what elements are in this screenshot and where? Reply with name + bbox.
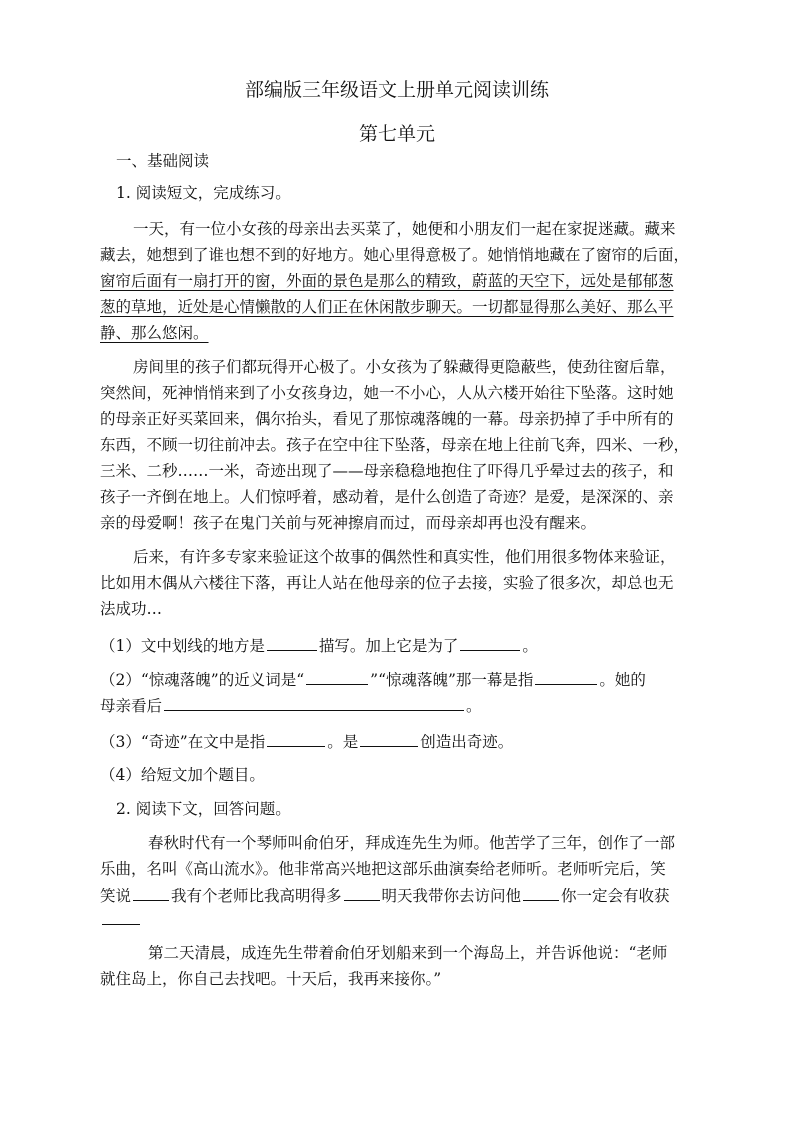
q1-p2-line: 的母亲正好买菜回来，偶尔抬头，看见了那惊魂落魄的一幕。母亲扔掉了手中所有的 xyxy=(100,410,674,428)
q1-p1-line: 一天，有一位小女孩的母亲出去买菜了，她便和小朋友们一起在家捉迷藏。藏来 xyxy=(133,220,676,238)
q1-p2-line: 亲的母爱啊！孩子在鬼门关前与死神擦肩而过，而母亲却再也没有醒来。 xyxy=(100,514,597,532)
answer-blank[interactable] xyxy=(267,728,325,747)
q1-p2-line: 东西，不顾一切往前冲去。孩子在空中往下坠落，母亲在地上往前飞奔，四米、一秒， xyxy=(100,436,690,454)
q1-p2-line: 房间里的孩子们都玩得开心极了。小女孩为了躲藏得更隐蔽些，使劲往窗后靠， xyxy=(133,358,676,376)
punctuation-blank[interactable] xyxy=(102,906,140,925)
document-title: 部编版三年级语文上册单元阅读训练 xyxy=(244,79,549,101)
sub-question-1: （1）文中划线的地方是 描写。加上它是为了 。 xyxy=(100,632,538,659)
q2-p1-line-blanks: 笑说 我有个老师比我高明得多 明天我带你去访问他 你一定会有收获 xyxy=(100,882,670,909)
answer-blank[interactable] xyxy=(460,632,520,651)
q1-underlined-line: 葱的草地，近处是心情懒散的人们正在休闲散步聊天。一切都显得那么美好、那么平 xyxy=(100,298,674,316)
question-2-heading: 2. 阅读下文，回答问题。 xyxy=(116,800,291,818)
q2-p2-line: 第二天清晨，成连先生带着俞伯牙划船来到一个海岛上，并告诉他说：“老师 xyxy=(148,944,668,962)
q2-p1-line: 春秋时代有一个琴师叫俞伯牙，拜成连先生为师。他苦学了三年，创作了一部 xyxy=(148,834,676,852)
answer-blank[interactable] xyxy=(306,666,368,685)
question-1-heading: 1. 阅读短文，完成练习。 xyxy=(116,184,291,202)
answer-blank[interactable] xyxy=(360,728,418,747)
answer-blank[interactable] xyxy=(535,666,597,685)
answer-blank[interactable] xyxy=(164,692,464,711)
q1-underlined-line: 窗帘后面有一扇打开的窗，外面的景色是那么的精致，蔚蓝的天空下，远处是郁郁葱 xyxy=(100,272,674,290)
sub-question-3: （3）“奇迹”在文中是指 。是 创造出奇迹。 xyxy=(100,728,513,755)
answer-blank[interactable] xyxy=(267,632,317,651)
q2-p1-line-blank-end xyxy=(100,906,142,933)
punctuation-blank[interactable] xyxy=(133,882,169,901)
q2-p1-line: 乐曲，名叫《高山流水》。他非常高兴地把这部乐曲演奏给老师听。老师听完后，笑 xyxy=(100,860,666,878)
q1-p1-line: 藏去，她想到了谁也想不到的好地方。她心里得意极了。她悄悄地藏在了窗帘的后面， xyxy=(100,246,690,264)
q2-p2-line: 就住岛上，你自己去找吧。十天后，我再来接你。” xyxy=(100,970,442,988)
q1-p2-line: 突然间，死神悄悄来到了小女孩身边，她一不小心，人从六楼开始往下坠落。这时她 xyxy=(100,384,674,402)
q1-p2-line: 孩子一齐倒在地上。人们惊呼着，感动着，是什么创造了奇迹？是爱，是深深的、亲 xyxy=(100,488,674,506)
punctuation-blank[interactable] xyxy=(523,882,559,901)
q1-p3-line: 法成功… xyxy=(100,600,163,618)
q1-p3-line: 比如用木偶从六楼往下落，再让人站在他母亲的位子去接，实验了很多次，却总也无 xyxy=(100,574,674,592)
sub-question-2-cont: 母亲看后 。 xyxy=(100,692,482,719)
sub-question-2: （2）“惊魂落魄”的近义词是“ ”“惊魂落魄”那一幕是指 。她的 xyxy=(100,666,646,693)
sub-question-4: （4）给短文加个题目。 xyxy=(100,766,265,784)
punctuation-blank[interactable] xyxy=(344,882,380,901)
q1-underlined-line: 静、那么悠闲。 xyxy=(100,324,209,342)
section-heading: 一、基础阅读 xyxy=(116,152,210,170)
q1-p2-line: 三米、二秒……一米，奇迹出现了——母亲稳稳地抱住了吓得几乎晕过去的孩子，和 xyxy=(100,462,674,480)
q1-p3-line: 后来，有许多专家来验证这个故事的偶然性和真实性，他们用很多物体来验证， xyxy=(133,548,676,566)
unit-subtitle: 第七单元 xyxy=(358,123,435,145)
